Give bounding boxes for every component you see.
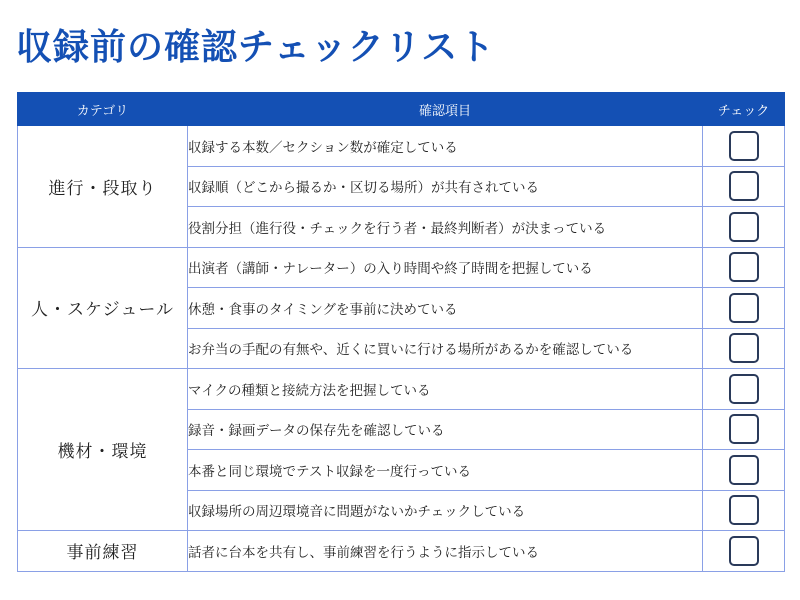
checklist-item: マイクの種類と接続方法を把握している <box>188 369 703 410</box>
checklist-item: 録音・録画データの保存先を確認している <box>188 409 703 450</box>
checkbox[interactable] <box>729 455 759 485</box>
checkbox[interactable] <box>729 374 759 404</box>
table-row <box>18 126 785 167</box>
check-cell <box>703 531 785 572</box>
checkbox[interactable] <box>729 131 759 161</box>
checkbox[interactable] <box>729 333 759 363</box>
category-cell: 進行・段取り <box>18 126 188 248</box>
check-cell <box>703 450 785 491</box>
table-row <box>18 247 785 288</box>
checklist-item: お弁当の手配の有無や、近くに買いに行ける場所があるかを確認している <box>188 328 703 369</box>
checklist-item: 休憩・食事のタイミングを事前に決めている <box>188 288 703 329</box>
checklist-item: 話者に台本を共有し、事前練習を行うように指示している <box>188 531 703 572</box>
checkbox[interactable] <box>729 252 759 282</box>
category-cell: 事前練習 <box>18 531 188 572</box>
checklist-item: 収録順（どこから撮るか・区切る場所）が共有されている <box>188 166 703 207</box>
category-cell: 機材・環境 <box>18 369 188 531</box>
checkbox[interactable] <box>729 414 759 444</box>
check-cell <box>703 328 785 369</box>
checkbox[interactable] <box>729 212 759 242</box>
check-cell <box>703 247 785 288</box>
check-cell <box>703 490 785 531</box>
check-cell <box>703 207 785 248</box>
checklist-item: 本番と同じ環境でテスト収録を一度行っている <box>188 450 703 491</box>
check-cell <box>703 288 785 329</box>
page-title: 収録前の確認チェックリスト <box>16 27 496 68</box>
check-cell <box>703 166 785 207</box>
checklist-item: 出演者（講師・ナレーター）の入り時間や終了時間を把握している <box>188 247 703 288</box>
checkbox[interactable] <box>729 171 759 201</box>
checkbox[interactable] <box>729 536 759 566</box>
table-row <box>18 531 785 572</box>
checklist-item: 役割分担（進行役・チェックを行う者・最終判断者）が決まっている <box>188 207 703 248</box>
checklist-table <box>17 92 785 572</box>
check-cell <box>703 409 785 450</box>
check-cell <box>703 126 785 167</box>
category-cell: 人・スケジュール <box>18 247 188 369</box>
table-header-row <box>18 93 785 126</box>
header-category: カテゴリ <box>18 93 188 126</box>
check-cell <box>703 369 785 410</box>
checkbox[interactable] <box>729 495 759 525</box>
checklist-item: 収録場所の周辺環境音に問題がないかチェックしている <box>188 490 703 531</box>
table-row <box>18 369 785 410</box>
header-item: 確認項目 <box>188 93 703 126</box>
checklist-item: 収録する本数／セクション数が確定している <box>188 126 703 167</box>
checkbox[interactable] <box>729 293 759 323</box>
header-check: チェック <box>703 93 785 126</box>
